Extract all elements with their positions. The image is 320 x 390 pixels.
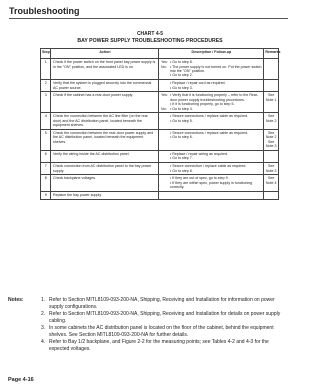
yes-no-tag	[161, 169, 170, 173]
action-text: Verify that the system is plugged securely into the commercial AC power source.	[51, 80, 159, 92]
description-text: • Verify that it is functioning properly – refer to the Rear-door power supply troubleshooting procedures.	[169, 93, 259, 102]
table-header-row	[41, 49, 279, 59]
remarks-text	[264, 80, 279, 92]
table-row	[41, 113, 279, 130]
remarks-text	[264, 191, 279, 199]
step-number: 3	[41, 92, 51, 113]
description-text: • If they are within spec, power supply is functioning correctly.	[169, 180, 253, 190]
description-line	[161, 107, 262, 111]
procedure-table	[40, 48, 279, 200]
header-action: Action	[51, 49, 159, 59]
step-number: 5	[41, 129, 51, 150]
description-text: • Secure connection / replace cable as required.	[169, 164, 247, 169]
action-text: Verify the wiring inside the AC distribution panel.	[51, 150, 159, 162]
notes-heading	[8, 339, 41, 352]
description-cell	[159, 175, 264, 192]
step-number: 9	[41, 191, 51, 199]
notes-list	[8, 297, 290, 352]
description-cell	[159, 129, 264, 150]
note-text: Refer to Section MITL8109-093-200-NA, Shipping, Receiving and Installation for details on power supply cabling.	[49, 311, 281, 324]
section-title: Troubleshooting	[9, 6, 80, 16]
description-line	[161, 169, 262, 173]
note-number: 2.	[41, 311, 46, 317]
description-text: • Replace / repair wiring as required.	[169, 151, 228, 156]
remarks-text	[264, 150, 279, 162]
description-text: • Go to step 5.	[169, 118, 193, 123]
step-number: 6	[41, 150, 51, 162]
action-text: Check the connection between the AC line filter (on the rear door) and the AC distribution panel, located beneath the equipment shelves.	[51, 113, 159, 130]
procedure-table-body	[41, 59, 279, 200]
description-line	[161, 119, 262, 123]
note-item	[8, 311, 290, 324]
remarks-text: See Note 2 See Note 3	[264, 129, 279, 150]
action-text: Check if the power switch on the front panel bay power supply is in the "ON" position, and the associated LED is on.	[51, 59, 159, 80]
yes-no-tag	[161, 73, 170, 77]
step-number: 4	[41, 113, 51, 130]
action-text: Check backplane voltages.	[51, 175, 159, 192]
note-item	[8, 325, 290, 338]
yes-no-tag	[161, 86, 170, 90]
description-text: • Go to step 8.	[169, 60, 193, 65]
table-row	[41, 162, 279, 174]
page-number: Page 4-16	[8, 377, 34, 383]
action-text: Replace the bay power supply.	[51, 191, 159, 199]
description-text: • If it is functioning properly, go to step 5.	[169, 102, 235, 107]
action-text: Check if the cabinet has a rear-door power supply.	[51, 92, 159, 113]
chart-title: BAY POWER SUPPLY TROUBLESHOOTING PROCEDURES	[77, 38, 223, 44]
yes-no-tag	[161, 156, 170, 160]
description-text: • Go to step 8.	[169, 168, 193, 173]
description-cell	[159, 113, 264, 130]
description-cell	[159, 92, 264, 113]
step-number: 2	[41, 80, 51, 92]
description-text: • Go to step 2.	[169, 73, 193, 78]
description-line	[161, 86, 262, 90]
chart-label: CHART 4-5	[136, 31, 164, 37]
description-cell	[159, 80, 264, 92]
notes-section	[8, 297, 290, 353]
notes-heading	[8, 325, 41, 338]
description-text: • If they are out of spec, go to step 9.	[169, 176, 229, 181]
description-cell	[159, 191, 264, 199]
description-line	[161, 156, 262, 160]
step-number: 1	[41, 59, 51, 80]
description-cell	[159, 162, 264, 174]
header-rule	[9, 18, 288, 19]
yes-no-tag: No:	[160, 106, 167, 111]
table-row	[41, 92, 279, 113]
description-cell	[159, 59, 264, 80]
action-text: Check connection from AC distribution panel to the bay power supply.	[51, 162, 159, 174]
note-text: In some cabinets the AC distribution panel is located on the floor of the cabinet, behind the equipment shelves. See Section MITL8109-093-200-NA for further details.	[49, 325, 274, 338]
remarks-text: See Note 1	[264, 92, 279, 113]
description-line	[161, 73, 262, 77]
description-text: • Go to step 3.	[169, 85, 193, 90]
description-text: • The power supply is not turned on. Put the power switch into the "ON" position.	[169, 64, 262, 73]
header-step: Step	[41, 49, 51, 59]
description-cell	[159, 150, 264, 162]
notes-heading	[8, 311, 41, 324]
description-text: • Go to step 6.	[169, 135, 193, 140]
remarks-text	[264, 59, 279, 80]
remarks-text: See Note 3	[264, 162, 279, 174]
note-item	[8, 297, 290, 310]
step-number: 8	[41, 175, 51, 192]
description-line	[161, 93, 262, 102]
table-row	[41, 80, 279, 92]
description-line	[161, 65, 262, 74]
header-remarks: Remarks	[264, 49, 279, 59]
header-description: Description / Follow-up	[159, 49, 264, 59]
step-number: 7	[41, 162, 51, 174]
yes-no-tag	[161, 135, 170, 139]
note-text: Refer to Section MITL8109-093-200-NA, Shipping, Receiving and Installation for information on power supply configurations.	[49, 297, 275, 310]
description-text: • Go to step 7.	[169, 156, 193, 161]
description-text: • Secure connections / replace cable as required.	[169, 130, 249, 135]
yes-no-tag: Yes:	[160, 93, 168, 98]
table-row	[41, 191, 279, 199]
remarks-text: See Note 4	[264, 175, 279, 192]
description-line	[161, 135, 262, 139]
note-item	[8, 339, 290, 352]
description-text: • Secure connections / replace cable as required.	[169, 114, 249, 119]
table-row	[41, 175, 279, 192]
yes-no-tag: No:	[160, 64, 167, 69]
note-text: Refer to Bay 1/2 backplane, and Figure 2-2 for the measuring points; see Tables 4-2 and 4-3 for the expected voltages.	[49, 339, 269, 352]
table-row	[41, 59, 279, 80]
description-line	[161, 181, 262, 190]
yes-no-tag	[161, 181, 170, 190]
note-number: 3.	[41, 325, 46, 331]
note-number: 4.	[41, 339, 46, 345]
action-text: Check the connection between the rear-door power supply and the AC distribution panel, located beneath the equipment shelves.	[51, 129, 159, 150]
yes-no-tag: Yes:	[160, 60, 168, 65]
table-row	[41, 150, 279, 162]
note-number: 1.	[41, 297, 46, 303]
notes-heading: Notes:	[8, 297, 24, 303]
description-text: • Replace / repair cord as required.	[169, 81, 226, 86]
yes-no-tag	[161, 119, 170, 123]
table-row	[41, 129, 279, 150]
description-text: • Go to step 4.	[169, 106, 193, 111]
remarks-text: See Note 2	[264, 113, 279, 130]
